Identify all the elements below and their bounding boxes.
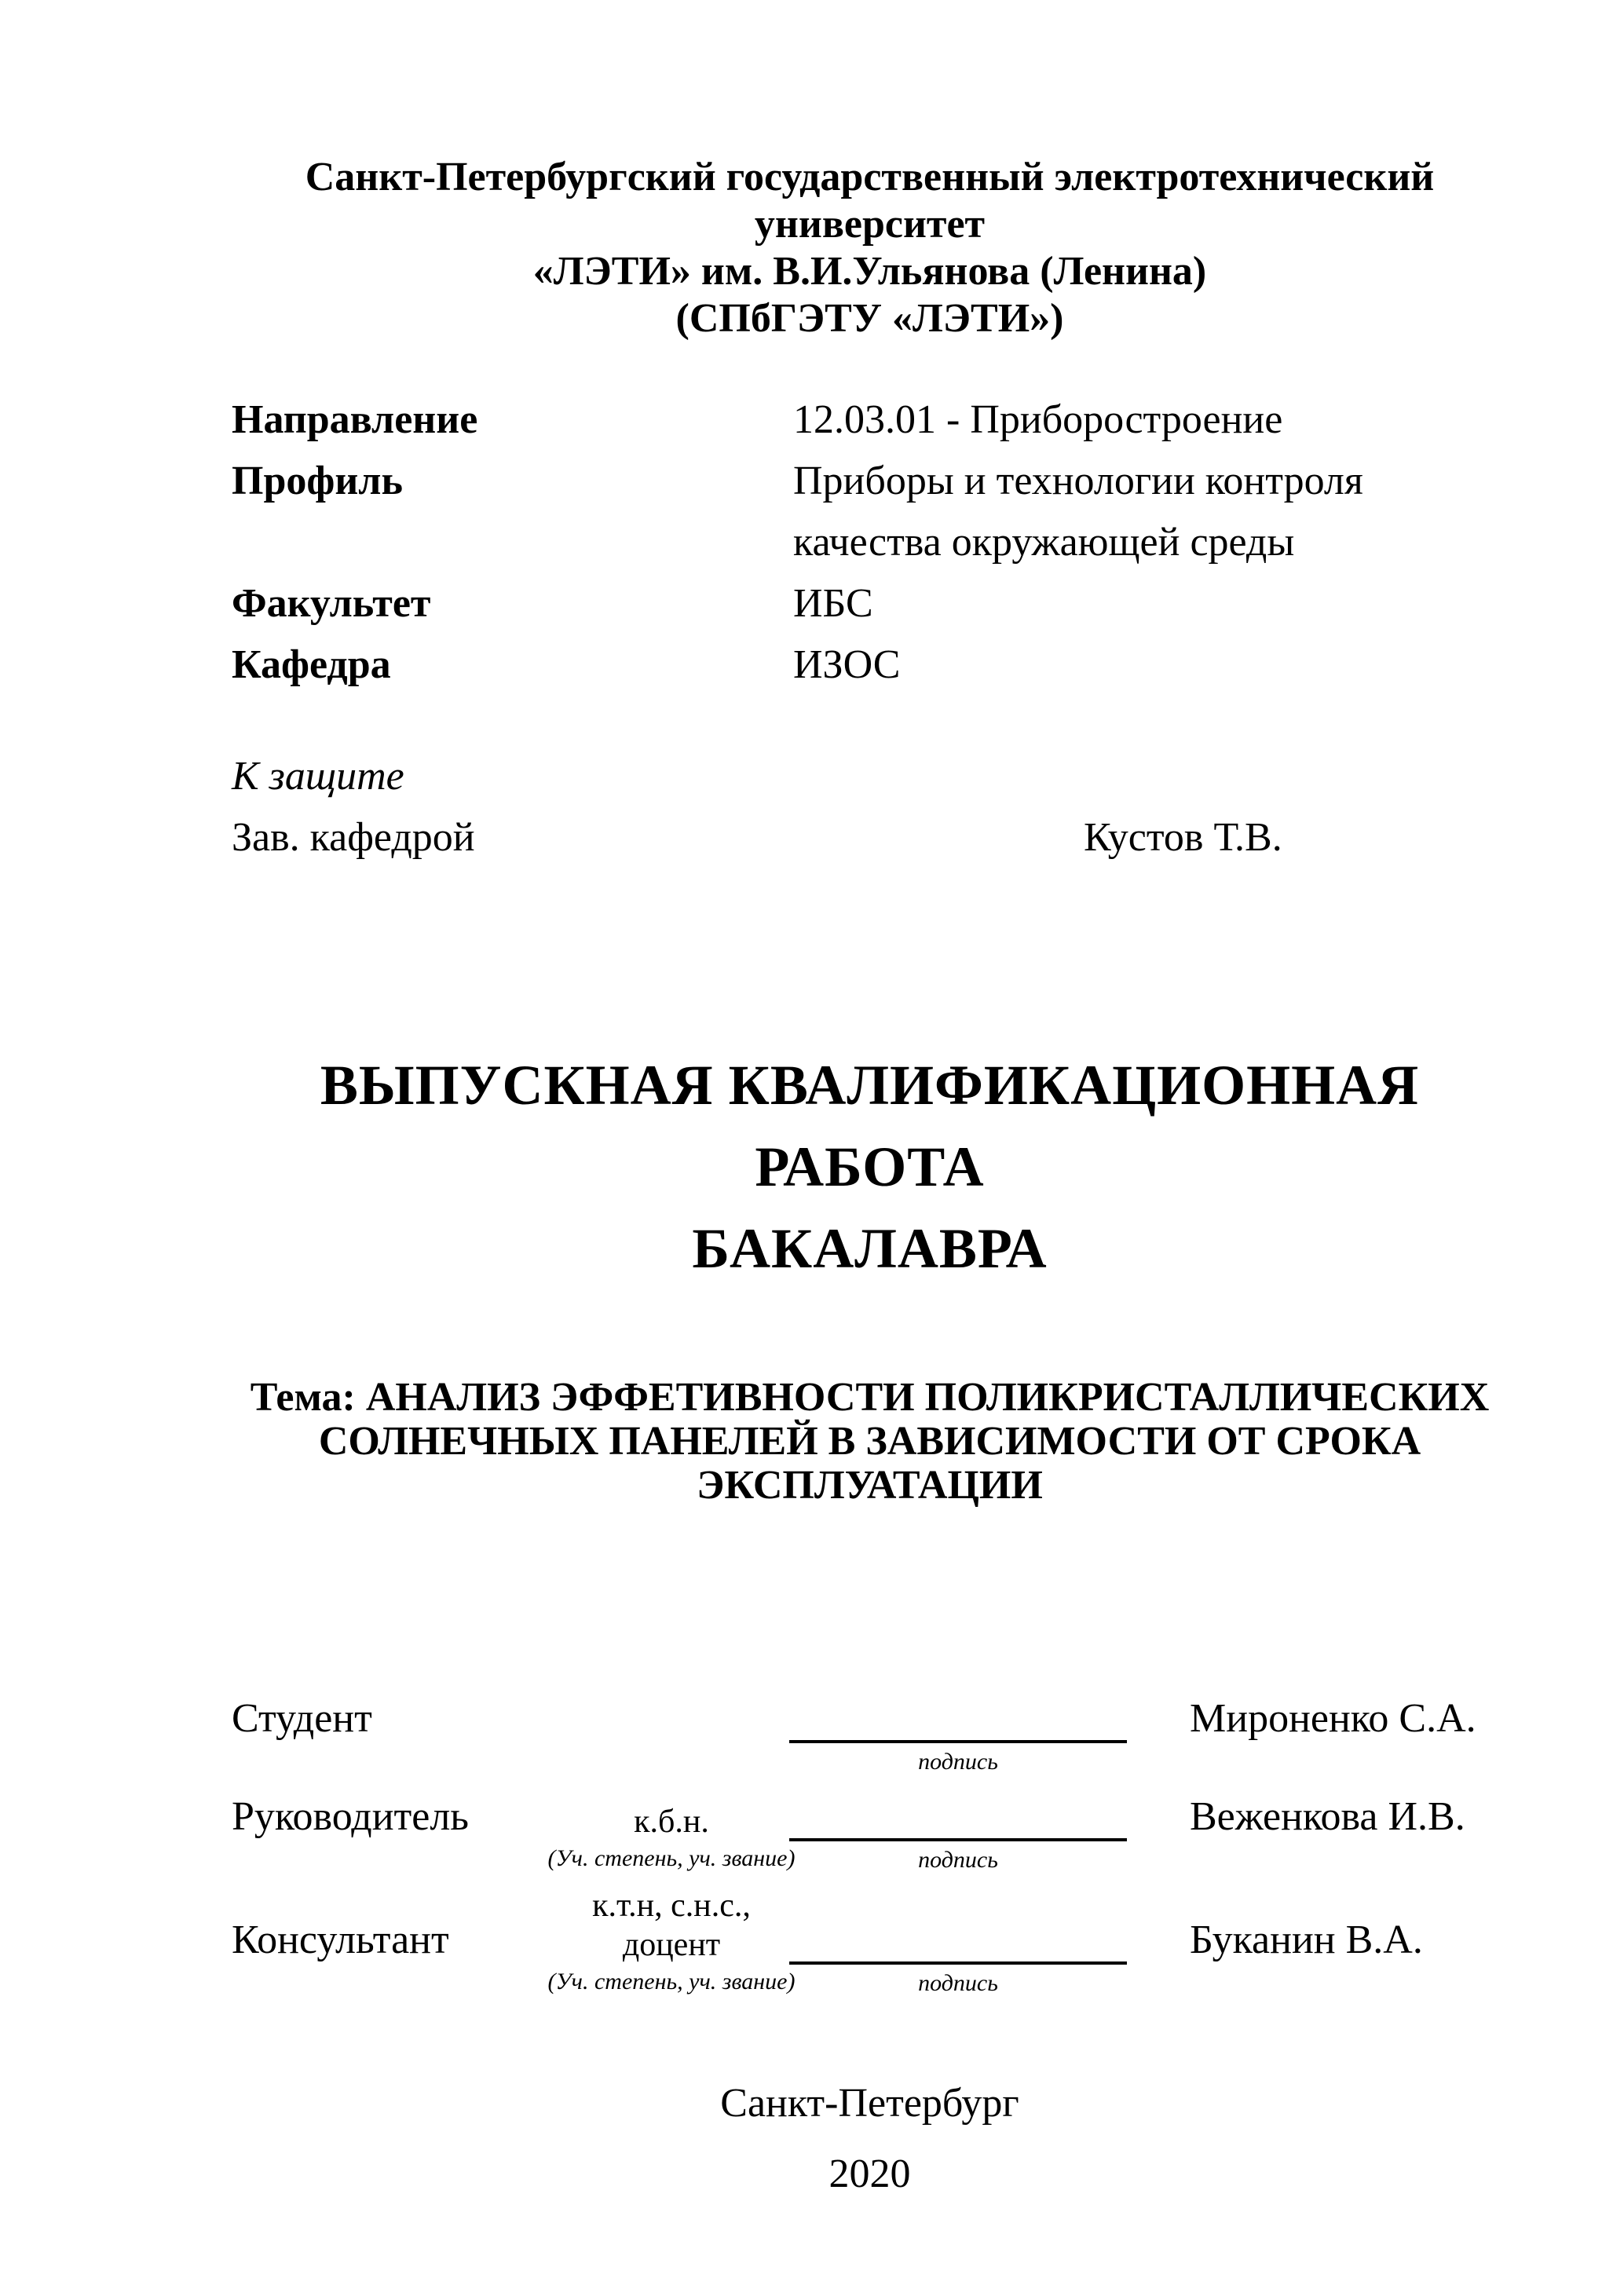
approval-row [232, 807, 1508, 868]
footer-city: Санкт-Петербург [720, 2081, 1019, 2126]
signature-line-wrap-consultant [789, 1961, 1127, 1996]
signature-degree-caption-supervisor: (Уч. степень, уч. звание) [547, 1845, 796, 1871]
field-row-department [232, 634, 1508, 696]
signature-name-student: Мироненко С.А. [1190, 1696, 1476, 1741]
field-value-department: ИЗОС [793, 642, 901, 687]
signature-degree-text-consultant-line-2: доцент [622, 1927, 721, 1963]
field-label-profile: Профиль [232, 459, 403, 503]
signature-role-consultant: Консультант [232, 1918, 449, 1962]
field-label-direction: Направление [232, 397, 478, 442]
work-type-title [232, 1044, 1508, 1289]
field-row-profile [232, 451, 1508, 573]
signature-name-consultant: Буканин В.А. [1190, 1918, 1423, 1962]
signature-degree-text-consultant-line-1: к.т.н, с.н.с., [592, 1888, 751, 1924]
approval-name: Кустов Т.В. [1084, 815, 1282, 860]
signature-degree-supervisor [547, 1802, 796, 1871]
signature-row-student [232, 1695, 1508, 1775]
signature-role-supervisor: Руководитель [232, 1794, 469, 1839]
signature-name-supervisor: Веженкова И.В. [1190, 1794, 1465, 1839]
signature-role-student: Студент [232, 1696, 372, 1741]
approval-block [232, 746, 1508, 868]
program-fields [232, 389, 1508, 696]
university-header-line-3: «ЛЭТИ» им. В.И.Ульянова (Ленина) [532, 249, 1207, 294]
signature-line-wrap-supervisor [789, 1838, 1127, 1873]
field-value-faculty: ИБС [793, 581, 873, 626]
signature-degree-consultant [547, 1886, 796, 1994]
signature-caption-consultant: подпись [918, 1970, 998, 1996]
field-label-faculty: Факультет [232, 581, 431, 626]
thesis-topic-line-2: СОЛНЕЧНЫХ ПАНЕЛЕЙ В ЗАВИСИМОСТИ ОТ СРОКА [318, 1419, 1421, 1464]
thesis-topic-line-1: Тема: АНАЛИЗ ЭФФЕТИВНОСТИ ПОЛИКРИСТАЛЛИЧЕСКИХ [250, 1375, 1490, 1420]
signature-caption-student: подпись [918, 1749, 998, 1775]
thesis-topic-line-3: ЭКСПЛУАТАЦИИ [697, 1463, 1043, 1508]
university-header [232, 154, 1508, 342]
field-value-profile: Приборы и технологии контроля качества окружающей среды [793, 459, 1363, 565]
footer-year: 2020 [828, 2152, 911, 2196]
signature-section [232, 1695, 1508, 1996]
field-value-direction: 12.03.01 - Приборостроение [793, 397, 1283, 442]
signature-line-wrap-student [789, 1740, 1127, 1775]
university-header-line-2: университет [754, 202, 986, 247]
thesis-topic [232, 1376, 1508, 1508]
work-type-title-line-1: ВЫПУСКНАЯ КВАЛИФИКАЦИОННАЯ РАБОТА [320, 1054, 1420, 1198]
approval-role: Зав. кафедрой [232, 815, 475, 860]
field-row-faculty [232, 573, 1508, 634]
approval-note: К защите [232, 754, 404, 799]
field-row-direction [232, 389, 1508, 451]
university-header-line-1: Санкт-Петербургский государственный электротехнический [305, 155, 1435, 199]
signature-line [789, 1961, 1127, 1965]
signature-caption-supervisor: подпись [918, 1847, 998, 1873]
signature-degree-text-supervisor: к.б.н. [634, 1804, 709, 1840]
signature-row-consultant [232, 1886, 1508, 1996]
university-header-line-4: (СПбГЭТУ «ЛЭТИ») [675, 296, 1064, 341]
signature-row-supervisor [232, 1793, 1508, 1873]
signature-degree-caption-consultant: (Уч. степень, уч. звание) [547, 1969, 796, 1994]
work-type-title-line-2: БАКАЛАВРА [692, 1217, 1048, 1280]
field-label-department: Кафедра [232, 642, 391, 687]
signature-line [789, 1740, 1127, 1743]
page-footer [232, 2079, 1508, 2199]
signature-line [789, 1838, 1127, 1841]
